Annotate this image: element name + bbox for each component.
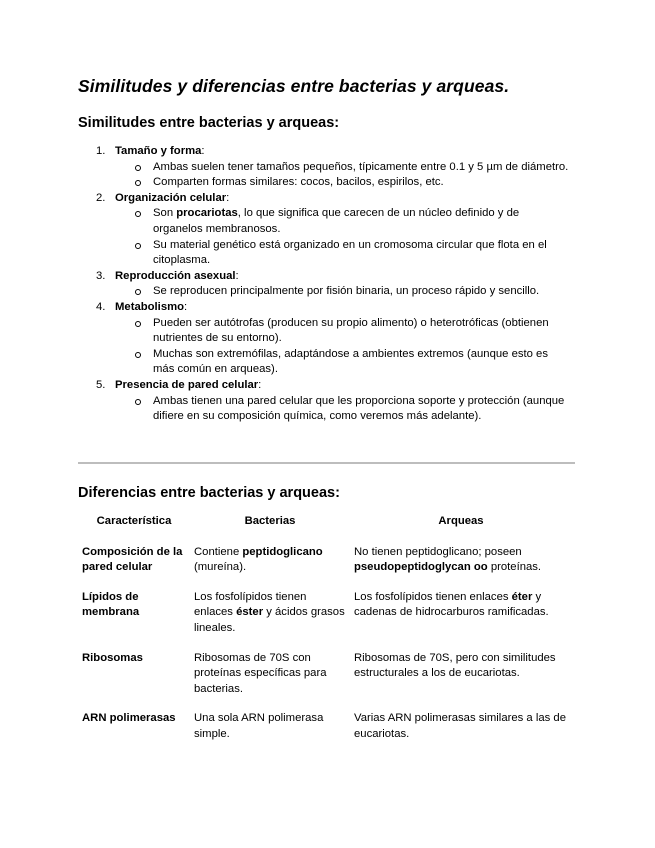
list-item-colon: : — [258, 378, 262, 391]
list-number: 3. — [96, 269, 106, 282]
text-segment: Su material genético está organizado en un cromosoma circular que flota en el citoplasma. — [153, 238, 547, 267]
text-segment: (mureína). — [194, 561, 247, 574]
bold-term: pseudopeptidoglycan oo — [354, 561, 488, 574]
bold-term: procariotas — [176, 207, 238, 220]
text-segment: Ribosomas de 70S, pero con similitudes estructurales a los de eucariotas. — [354, 651, 556, 680]
column-header-caracteristica: Característica — [96, 515, 172, 527]
text-segment: Una sola ARN polimerasa simple. — [194, 712, 324, 740]
text-segment: Muchas son extremófilas, adaptándose a ambientes extremos (aunque esto es más común en arqueas). — [153, 347, 548, 376]
text-segment: Ambas tienen una pared celular que les proporciona soporte y protección (aunque difiere en su composición química, como veremos más adelante). — [153, 394, 565, 423]
similitudes-list — [78, 144, 578, 425]
column-header-arqueas: Arqueas — [438, 515, 484, 527]
sub-list-item — [78, 160, 578, 176]
bacterias-cell — [190, 644, 350, 705]
feature-cell: Ribosomas — [82, 651, 143, 664]
list-item — [78, 300, 578, 316]
text-segment: Contiene — [194, 545, 243, 558]
list-item — [78, 191, 578, 207]
list-item-label: Tamaño y forma — [115, 145, 202, 157]
bacterias-cell — [190, 538, 350, 583]
circle-bullet-icon — [135, 180, 141, 186]
circle-bullet-icon — [135, 243, 141, 249]
text-segment: proteínas. — [487, 561, 542, 574]
sub-list-item — [78, 347, 578, 378]
list-item — [78, 144, 578, 160]
page-title: Similitudes y diferencias entre bacterias y arqueas. — [78, 76, 510, 96]
table-row — [78, 704, 572, 749]
feature-cell: Composición de la pared celular — [82, 545, 183, 574]
list-item — [78, 269, 578, 285]
text-segment: Los fosfolípidos tienen enlaces — [354, 590, 512, 603]
list-item-colon: : — [235, 269, 239, 282]
horizontal-divider — [78, 462, 575, 464]
text-segment: Ambas suelen tener tamaños pequeños, típicamente entre 0.1 y 5 µm de diámetro. — [153, 160, 569, 173]
diferencias-heading: Diferencias entre bacterias y arqueas: — [78, 485, 340, 501]
list-item-colon: : — [226, 191, 230, 204]
text-segment: Pueden ser autótrofas (producen su propio alimento) o heterotróficas (obtienen nutrientes de su entorno). — [153, 316, 549, 345]
arqueas-cell — [350, 644, 572, 705]
diferencias-table — [78, 510, 572, 750]
circle-bullet-icon — [135, 352, 141, 358]
list-item-label: Presencia de pared celular — [115, 378, 259, 391]
sub-list-item — [78, 238, 578, 269]
arqueas-cell — [350, 538, 572, 583]
circle-bullet-icon — [135, 211, 141, 217]
feature-cell: ARN polimerasas — [82, 712, 176, 725]
table-header-row — [78, 510, 572, 538]
list-item-colon: : — [201, 145, 205, 157]
text-segment: , lo que significa que carecen de un núcleo definido y de organelos membranosos. — [153, 207, 520, 235]
column-header-bacterias: Bacterias — [244, 515, 296, 527]
circle-bullet-icon — [135, 321, 141, 327]
circle-bullet-icon — [135, 289, 141, 295]
text-segment: Comparten formas similares: cocos, bacilos, espirilos, etc. — [153, 176, 444, 189]
arqueas-cell — [350, 583, 572, 644]
text-segment: y ácidos grasos lineales. — [194, 606, 345, 634]
feature-cell: Lípidos de membrana — [82, 590, 140, 619]
bacterias-cell — [190, 704, 350, 749]
table-row — [78, 644, 572, 705]
sub-list-item — [78, 394, 578, 425]
text-segment: Ribosomas de 70S con proteínas específicas para bacterias. — [194, 651, 327, 695]
text-segment: Los fosfolípidos tienen enlaces — [194, 590, 307, 619]
circle-bullet-icon — [135, 165, 141, 171]
text-segment: y cadenas de hidrocarburos ramificadas. — [354, 590, 549, 619]
sub-list-item — [78, 175, 578, 191]
list-item-label: Organización celular — [115, 191, 227, 204]
list-number: 4. — [96, 300, 106, 313]
list-number: 5. — [96, 378, 106, 391]
text-segment: Varias ARN polimerasas similares a las de eucariotas. — [354, 712, 566, 740]
text-segment: Son — [153, 207, 177, 220]
similitudes-heading: Similitudes entre bacterias y arqueas: — [78, 115, 340, 131]
circle-bullet-icon — [135, 399, 141, 405]
text-segment: No tienen peptidoglicano; poseen — [354, 545, 522, 558]
table-row — [78, 538, 572, 583]
list-item-colon: : — [184, 300, 188, 313]
list-item-label: Metabolismo — [115, 300, 185, 313]
list-item-label: Reproducción asexual — [115, 269, 236, 282]
sub-list-item — [78, 284, 578, 300]
list-number: 2. — [96, 191, 106, 204]
bold-term: éter — [511, 590, 533, 603]
text-segment: Se reproducen principalmente por fisión binaria, un proceso rápido y sencillo. — [153, 285, 540, 298]
table-row — [78, 583, 572, 644]
sub-list-item — [78, 206, 578, 237]
bacterias-cell — [190, 583, 350, 644]
arqueas-cell — [350, 704, 572, 749]
bold-term: peptidoglicano — [242, 545, 323, 558]
sub-list-item — [78, 316, 578, 347]
list-item — [78, 378, 578, 394]
list-number: 1. — [96, 145, 106, 157]
bold-term: éster — [236, 606, 264, 619]
